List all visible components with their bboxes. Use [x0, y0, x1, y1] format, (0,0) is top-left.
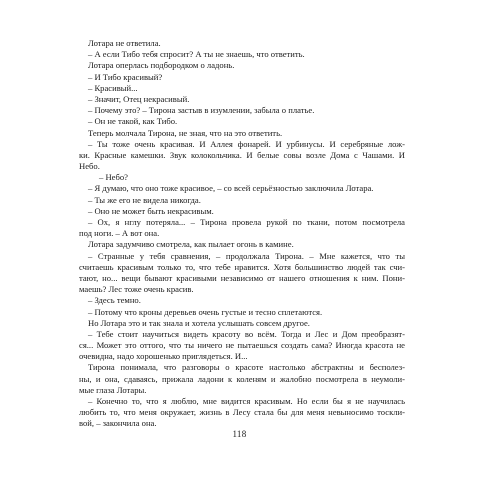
text-line: ки. Красные камешки. Звук колокольчика. И белые совы возле Дома с Чашами. И — [79, 149, 405, 160]
text-line: ны, и она, сдаваясь, прижала ладони к коленям и жалобно посмотрела в неумоли- — [79, 373, 405, 384]
text-line: Лотара задумчиво смотрела, как пылает огонь в камине. — [88, 239, 294, 250]
text-line: считаешь красивым только то, что тебе нравится. Хотя большинство людей так счи- — [79, 261, 405, 272]
text-line: Лотара оперлась подбородком о ладонь. — [88, 60, 235, 71]
text-line: – А если Тибо тебя спросит? А ты не знаешь, что ответить. — [88, 49, 305, 60]
text-line: любить то, что меня окружает, жизнь в Лесу стала бы для меня невыносимо тоскли- — [79, 407, 405, 418]
text-line: мые глаза Лотары. — [79, 384, 147, 395]
text-line: – Красивый... — [88, 82, 138, 93]
text-line: – Он не такой, как Тибо. — [88, 116, 178, 127]
text-line: – Ты тоже очень красивая. И Аллея фонарей. И урбинусы. И серебряные лож- — [88, 138, 405, 149]
text-line: – Ох, я нглу потеряла... – Тирона провела рукой по ткани, потом посмотрела — [88, 217, 405, 227]
text-line: – Небо? — [99, 172, 128, 183]
text-line: – Оно не может быть некрасивым. — [88, 205, 214, 216]
text-line: Лотара не ответила. — [88, 38, 161, 48]
text-line: – Я думаю, что оно тоже красивое, – со всей серьёзностью заключила Лотара. — [88, 183, 374, 194]
text-line: – Потому что кроны деревьев очень густые и тесно сплетаются. — [88, 306, 323, 317]
page-text — [79, 38, 405, 430]
text-line: вой, – закончила она. — [79, 418, 157, 429]
text-line: – Конечно то, что я люблю, мне видится красивым. Но если бы я не научилась — [88, 396, 405, 406]
text-line: – Значит, Отец некрасивый. — [88, 93, 190, 104]
text-line: маешь? Лес тоже очень красив. — [79, 284, 194, 295]
text-line: – Почему это? – Тирона застыв в изумлении, забыла о платье. — [88, 105, 315, 116]
text-line: – Тебе стоит научиться видеть красоту во всём. Тогда и Лес и Дом преобразят- — [88, 328, 405, 339]
text-line: Теперь молчала Тирона, не зная, что на это ответить. — [88, 127, 283, 138]
text-line: – Ты же его не видела никогда. — [88, 194, 201, 205]
text-line: – Здесь темно. — [88, 295, 141, 306]
text-line: очевидна, надо хорошенько приглядеться. И... — [79, 351, 248, 362]
text-line: Небо. — [79, 161, 100, 172]
text-line: – Странные у тебя сравнения, – продолжала Тирона. – Мне кажется, что ты — [88, 250, 405, 261]
text-line: тают, но... вещи бывают красивыми независимо от нашего отношения к ним. Пони- — [79, 272, 405, 283]
text-line: Но Лотара это и так знала и хотела услышать совсем другое. — [88, 317, 310, 328]
text-line: Тирона понимала, что разговоры о красоте настолько абстрактны и бесполез- — [88, 362, 405, 373]
text-line: ся... Может это оттого, что ты ничего не пытаешься создать сама? Иногда красота не — [79, 340, 405, 351]
text-line: под ноги. – А вот она. — [79, 228, 160, 239]
text-line: – И Тибо красивый? — [88, 71, 163, 82]
page-number: 118 — [232, 429, 247, 439]
